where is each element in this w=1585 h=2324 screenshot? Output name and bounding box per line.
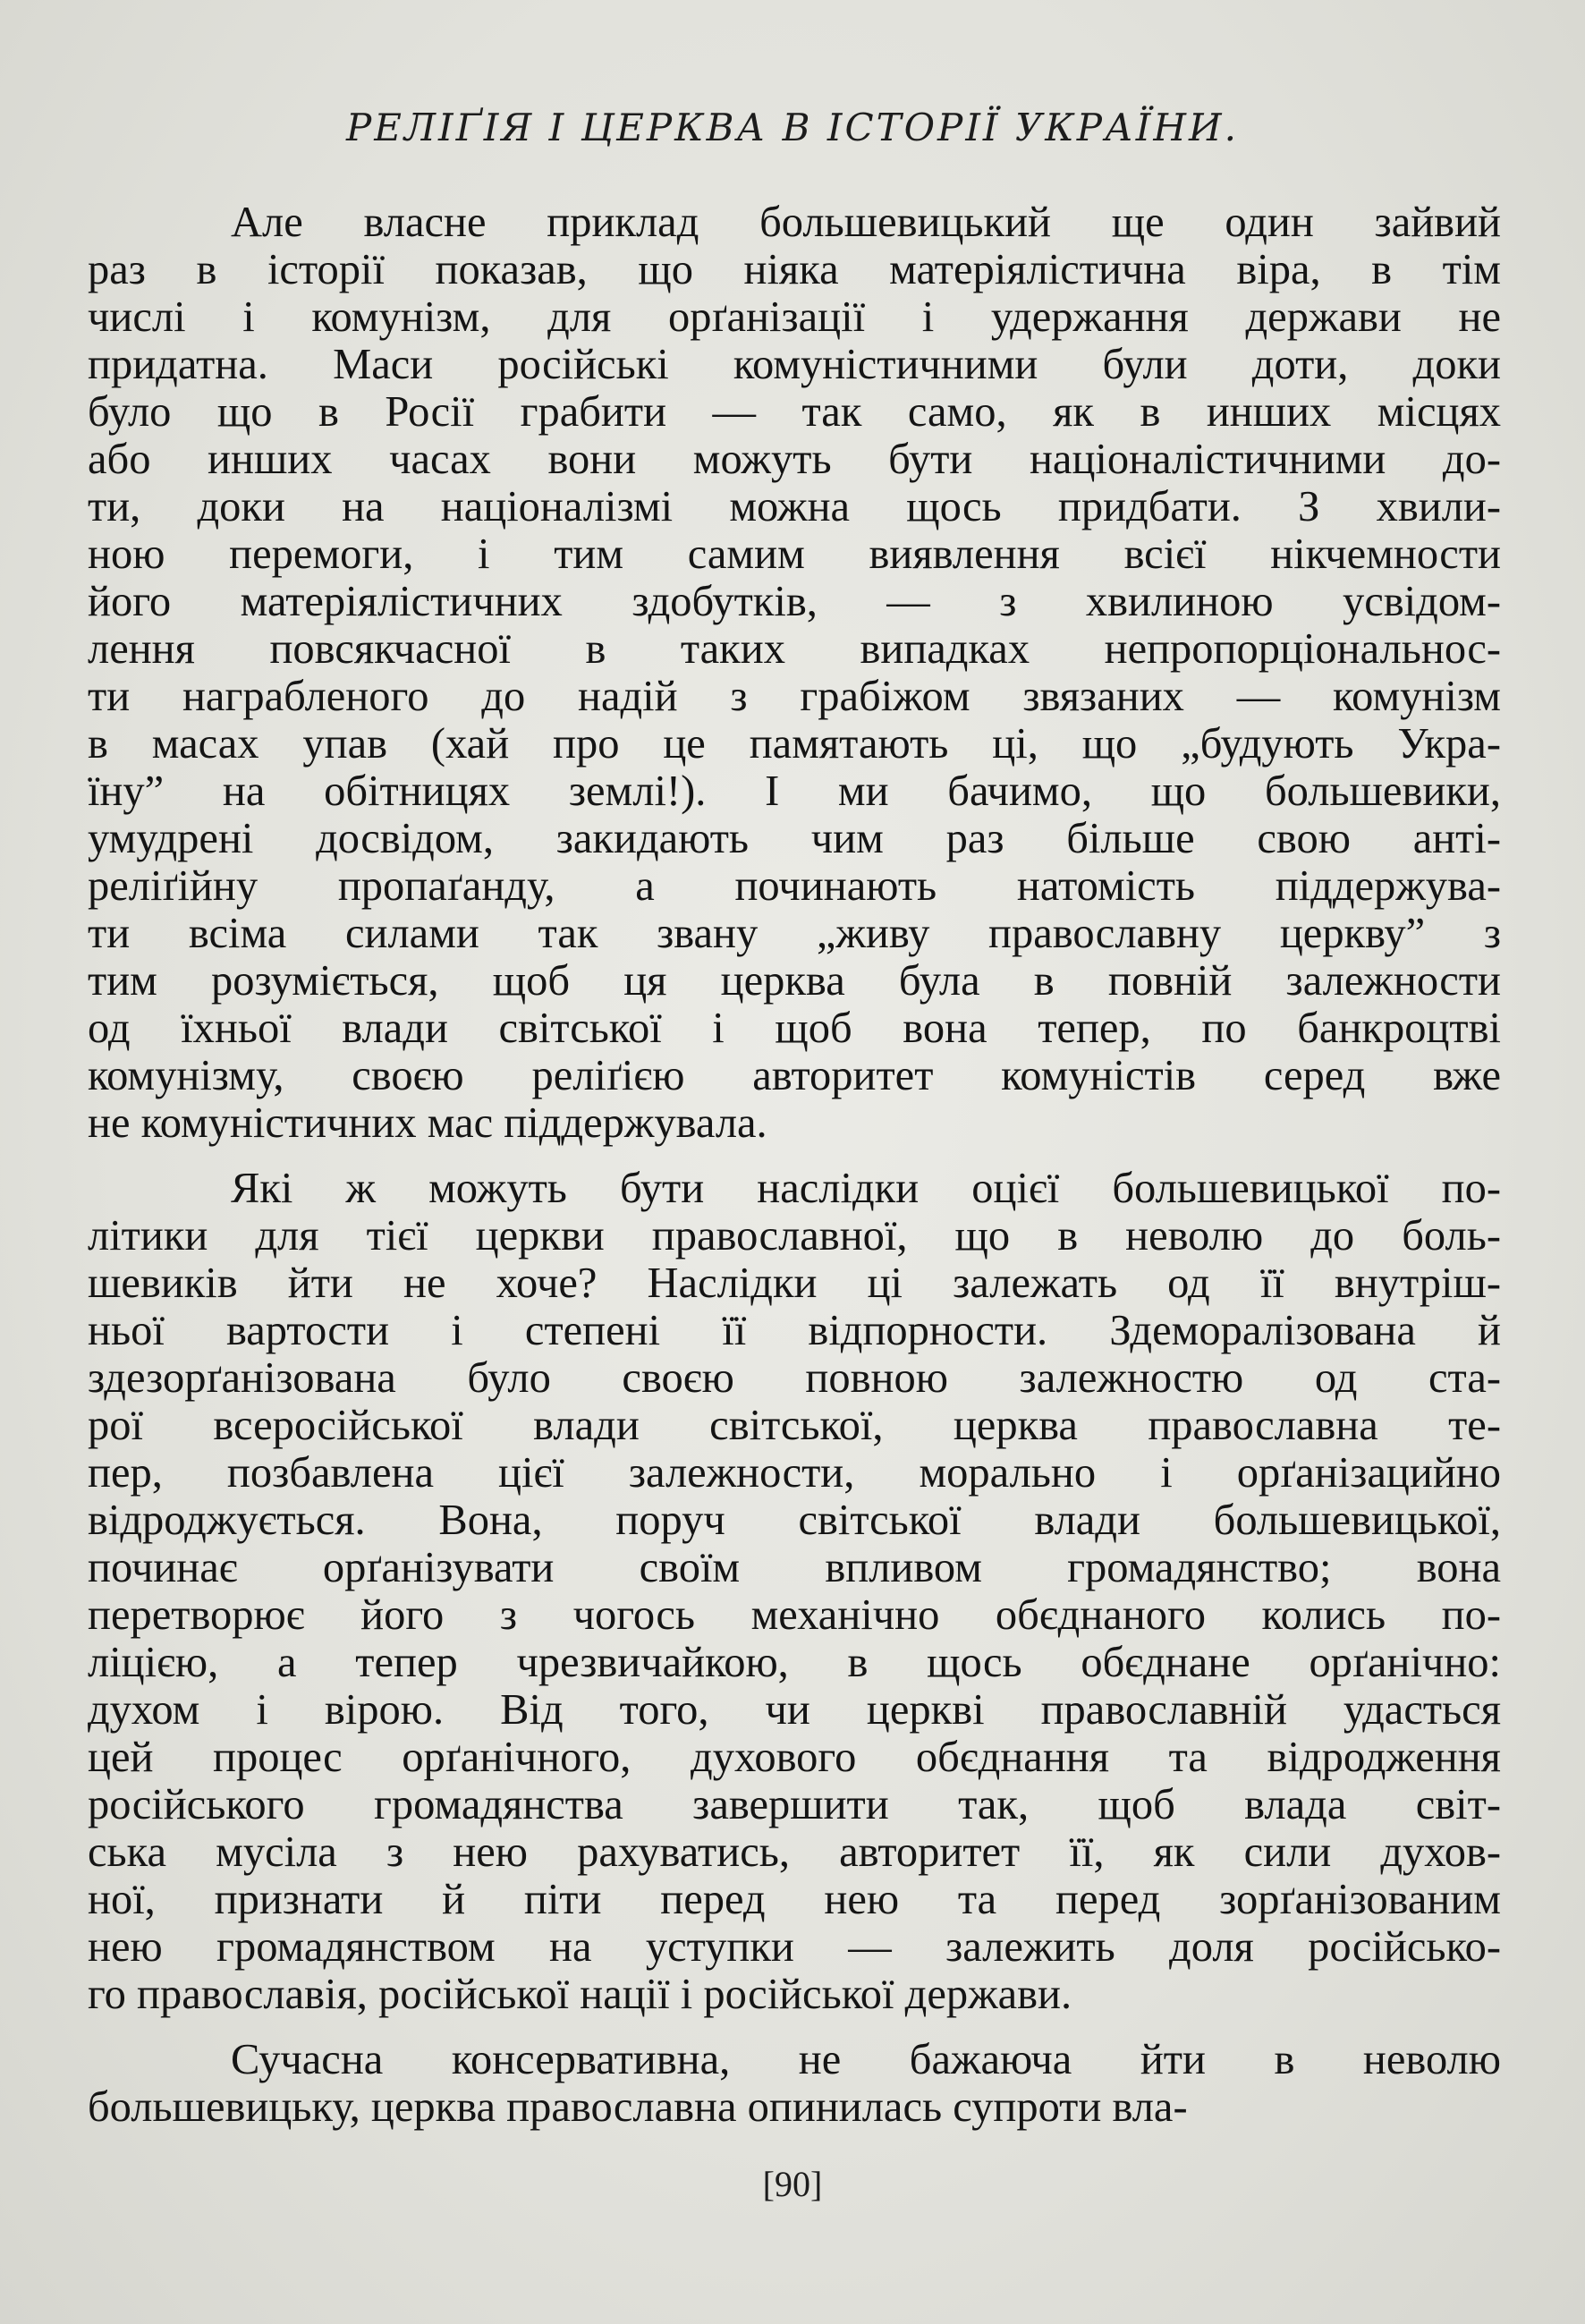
text-line: пер, позбавлена цієї залежности, морально і орґанізацийно — [88, 1449, 1501, 1497]
text-line: Але власне приклад большевицький ще один зайвий — [231, 199, 1501, 246]
text-line: літики для тієї церкви православної, що в неволю до боль- — [88, 1212, 1501, 1260]
text-line: придатна. Маси російські комуністичними були доти, доки — [88, 341, 1501, 388]
text-line: духом і вірою. Від того, чи церкві православній удасться — [88, 1686, 1501, 1734]
text-line: тим розуміється, щоб ця церква була в повній залежности — [88, 957, 1501, 1005]
text-line: не комуністичних мас піддержувала. — [88, 1099, 767, 1147]
body-text — [88, 199, 1501, 2131]
text-line: було що в Росії грабити — так само, як в инших місцях — [88, 388, 1501, 436]
text-line: шевиків йти не хоче? Наслідки ці залежать од її внутріш- — [88, 1260, 1501, 1307]
text-line: ліцією, а тепер чрезвичайкою, в щось обєднане орґанічно: — [88, 1639, 1501, 1686]
text-line: Сучасна консервативна, не бажаюча йти в неволю — [231, 2036, 1501, 2083]
text-line: відроджується. Вона, поруч світської влади большевицької, — [88, 1497, 1501, 1544]
text-line: Які ж можуть бути наслідки оцієї большевицької по- — [231, 1165, 1501, 1212]
text-line: ти награбленого до надій з грабіжом звязаних — комунізм — [88, 673, 1501, 720]
text-line: російського громадянства завершити так, щоб влада світ- — [88, 1781, 1501, 1828]
text-line: або инших часах вони можуть бути націоналістичними до- — [88, 436, 1501, 483]
text-line: цей процес орґанічного, духового обєднання та відродження — [88, 1734, 1501, 1781]
text-line: го православія, російської нації і російської держави. — [88, 1971, 1072, 2018]
paragraph-1 — [88, 199, 1501, 1147]
text-line: нею громадянством на уступки — залежить доля російсько- — [88, 1923, 1501, 1971]
paragraph-2 — [88, 1165, 1501, 2018]
text-line: його матеріялістичних здобутків, — з хвилиною усвідом- — [88, 578, 1501, 625]
text-line: ньої вартости і степені її відпорности. Здеморалізована й — [88, 1307, 1501, 1354]
text-line: умудрені досвідом, закидають чим раз більше свою анті- — [88, 815, 1501, 862]
paragraph-3 — [88, 2036, 1501, 2131]
text-line: рої всеросійської влади світської, церква православна те- — [88, 1402, 1501, 1449]
text-line: починає орґанізувати своїм впливом громадянство; вона — [88, 1544, 1501, 1591]
text-line: ська мусіла з нею рахуватись, авторитет її, як сили духов- — [88, 1828, 1501, 1876]
text-line: перетворює його з чогось механічно обєднаного колись по- — [88, 1591, 1501, 1639]
text-line: раз в історії показав, що ніяка матеріялістична віра, в тім — [88, 246, 1501, 293]
text-line: лення повсякчасної в таких випадках непропорціональнос- — [88, 625, 1501, 673]
page-number: [90] — [762, 2164, 823, 2204]
text-line: їну” на обітницях землі!). І ми бачимо, що большевики, — [88, 768, 1501, 815]
text-line: ної, признати й піти перед нею та перед зорґанізованим — [88, 1876, 1501, 1923]
text-line: ною перемоги, і тим самим виявлення всієї нікчемности — [88, 530, 1501, 578]
text-line: большевицьку, церква православна опинилась супроти вла- — [88, 2083, 1188, 2131]
text-line: од їхньої влади світської і щоб вона тепер, по банкроцтві — [88, 1005, 1501, 1052]
text-line: ти, доки на націоналізмі можна щось придбати. З хвили- — [88, 483, 1501, 530]
text-line: реліґійну пропаґанду, а починають натомість піддержува- — [88, 862, 1501, 910]
running-title: РЕЛІҐІЯ І ЦЕРКВА В ІСТОРІЇ УКРАЇНИ. — [346, 106, 1239, 149]
text-line: ти всіма силами так звану „живу православну церкву” з — [88, 910, 1501, 957]
text-line: числі і комунізм, для орґанізації і удержання держави не — [88, 293, 1501, 341]
text-line: комунізму, своєю реліґією авторитет комуністів серед вже — [88, 1052, 1501, 1099]
text-line: здезорґанізована було своєю повною залежностю од ста- — [88, 1354, 1501, 1402]
text-line: в масах упав (хай про це памятають ці, що „будують Укра- — [88, 720, 1501, 768]
